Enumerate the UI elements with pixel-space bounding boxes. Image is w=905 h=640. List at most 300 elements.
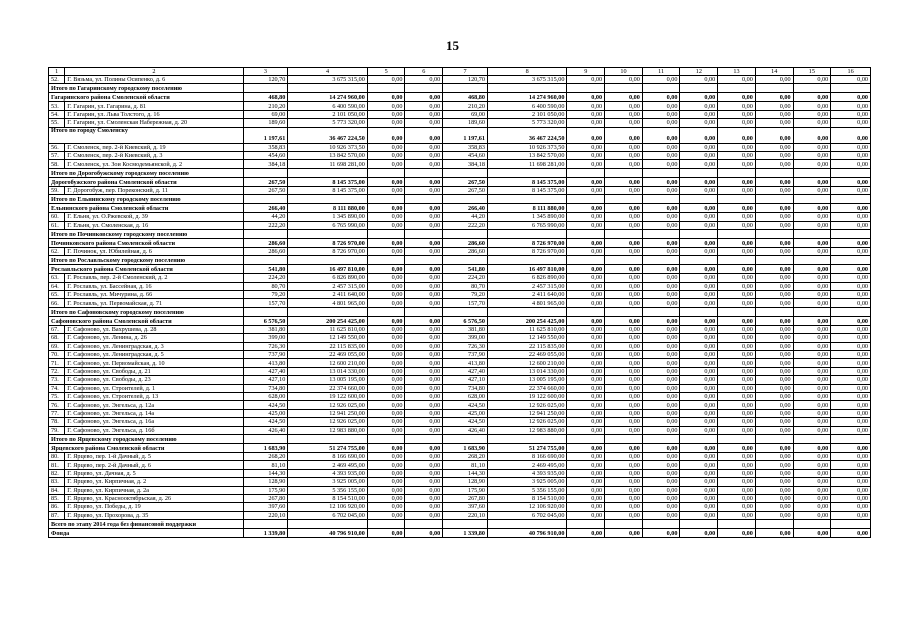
table-cell: 0,00: [793, 160, 831, 168]
table-cell: 2 101 050,00: [487, 110, 566, 118]
table-cell: 0,00: [367, 213, 405, 221]
table-cell: 0,00: [793, 299, 831, 307]
table-cell: [487, 229, 566, 238]
table-cell: 0,00: [605, 299, 643, 307]
table-cell: 72.: [49, 367, 65, 375]
table-cell: 0,00: [831, 282, 871, 290]
table-cell: 0,00: [567, 359, 605, 367]
table-cell: 0,00: [755, 160, 793, 168]
table-cell: 0,00: [755, 151, 793, 159]
table-cell: 0,00: [405, 93, 443, 102]
table-cell: [443, 168, 488, 177]
table-cell: 0,00: [567, 409, 605, 417]
table-cell: Г. Дорогобуж, пер. Пореконский, д. 11: [65, 186, 243, 194]
table-cell: [487, 307, 566, 316]
table-cell: 0,00: [567, 93, 605, 102]
table-row: [49, 469, 871, 477]
table-cell: 0,00: [605, 186, 643, 194]
table-cell: [718, 256, 756, 265]
table-cell: 0,00: [567, 127, 605, 143]
table-cell: 6 576,50: [443, 316, 488, 325]
table-cell: 40 796 910,00: [288, 529, 367, 538]
table-cell: Дорогобужского района Смоленской области: [49, 177, 244, 186]
table-cell: [567, 84, 605, 93]
table-cell: [755, 229, 793, 238]
table-cell: 0,00: [831, 384, 871, 392]
table-cell: 0,00: [718, 213, 756, 221]
table-cell: 0,00: [605, 351, 643, 359]
table-cell: 0,00: [755, 529, 793, 538]
table-cell: 70.: [49, 351, 65, 359]
table-cell: 0,00: [642, 299, 680, 307]
table-cell: 0,00: [793, 494, 831, 502]
table-cell: 175,90: [243, 486, 288, 494]
table-cell: 54.: [49, 110, 65, 118]
table-cell: 0,00: [567, 392, 605, 400]
table-cell: 0,00: [831, 291, 871, 299]
subtotal-row: [49, 177, 871, 186]
table-cell: 0,00: [831, 238, 871, 247]
table-cell: Г. Рославль, пер. 2-й Смоленский, д. 2: [65, 274, 243, 282]
table-row: [49, 359, 871, 367]
table-row: [49, 461, 871, 469]
subtotal-heading-row: [49, 256, 871, 265]
table-cell: [680, 168, 718, 177]
table-cell: Г. Рославль, ул. Первомайская, д. 71: [65, 299, 243, 307]
table-cell: 77.: [49, 409, 65, 417]
table-cell: 0,00: [718, 511, 756, 519]
table-cell: [288, 168, 367, 177]
table-cell: 0,00: [680, 342, 718, 350]
table-cell: 0,00: [755, 325, 793, 333]
table-cell: 0,00: [793, 409, 831, 417]
table-cell: 737,90: [243, 351, 288, 359]
table-cell: 0,00: [793, 511, 831, 519]
table-cell: [831, 256, 871, 265]
table-cell: Г. Сафоново, ул. Свободы, д. 23: [65, 376, 243, 384]
table-cell: Г. Ярцево, ул. Кирпичная, д. 2а: [65, 486, 243, 494]
table-cell: Фонда: [49, 529, 244, 538]
table-cell: 0,00: [793, 213, 831, 221]
table-cell: 1 339,80: [443, 529, 488, 538]
table-cell: 0,00: [680, 486, 718, 494]
table-cell: 0,00: [567, 238, 605, 247]
table-cell: 0,00: [642, 247, 680, 255]
table-cell: Починковского района Смоленской области: [49, 238, 244, 247]
table-cell: 60.: [49, 213, 65, 221]
table-cell: 222,20: [443, 221, 488, 229]
table-cell: [755, 256, 793, 265]
table-cell: 384,18: [443, 160, 488, 168]
table-cell: 0,00: [405, 143, 443, 151]
table-cell: 358,83: [443, 143, 488, 151]
table-cell: 12 600 210,00: [288, 359, 367, 367]
table-cell: [288, 256, 367, 265]
table-cell: 0,00: [405, 160, 443, 168]
table-cell: 0,00: [367, 160, 405, 168]
table-cell: 425,00: [243, 409, 288, 417]
table-cell: 0,00: [718, 469, 756, 477]
table-cell: 144,30: [443, 469, 488, 477]
table-cell: 220,10: [243, 511, 288, 519]
table-cell: 0,00: [567, 299, 605, 307]
table-cell: 0,00: [367, 177, 405, 186]
table-cell: 0,00: [567, 221, 605, 229]
table-cell: 413,80: [443, 359, 488, 367]
table-cell: Г. Смоленск, ул. Зои Космодемьянской, д. 2: [65, 160, 243, 168]
table-cell: 2 457 315,00: [487, 282, 566, 290]
table-cell: [605, 84, 643, 93]
table-cell: 7: [443, 68, 488, 76]
table-cell: 128,90: [243, 478, 288, 486]
table-cell: 427,10: [443, 376, 488, 384]
table-cell: 0,00: [718, 177, 756, 186]
table-cell: 0,00: [831, 452, 871, 460]
table-cell: 12 106 920,00: [487, 503, 566, 511]
table-cell: 0,00: [755, 342, 793, 350]
table-cell: [718, 195, 756, 204]
table-cell: [793, 256, 831, 265]
table-cell: 0,00: [831, 221, 871, 229]
table-cell: 0,00: [567, 486, 605, 494]
table-cell: [288, 195, 367, 204]
table-cell: 0,00: [367, 342, 405, 350]
table-cell: 0,00: [367, 316, 405, 325]
table-cell: 0,00: [605, 511, 643, 519]
table-cell: [831, 434, 871, 443]
table-cell: 0,00: [831, 511, 871, 519]
table-cell: Ярцевского района Смоленской области: [49, 443, 244, 452]
table-cell: 0,00: [605, 102, 643, 110]
table-cell: 0,00: [718, 143, 756, 151]
table-cell: 0,00: [831, 503, 871, 511]
table-cell: 210,20: [443, 102, 488, 110]
table-cell: 0,00: [831, 119, 871, 127]
subtotal-heading-row: [49, 434, 871, 443]
table-cell: 0,00: [718, 478, 756, 486]
table-cell: [793, 168, 831, 177]
table-cell: 0,00: [718, 127, 756, 143]
table-cell: [487, 434, 566, 443]
table-cell: 1 339,80: [243, 529, 288, 538]
table-cell: 0,00: [567, 291, 605, 299]
table-cell: Сафоновского района Смоленской области: [49, 316, 244, 325]
table-cell: 0,00: [367, 334, 405, 342]
table-cell: 0,00: [680, 443, 718, 452]
table-cell: [831, 520, 871, 529]
table-cell: 0,00: [642, 76, 680, 84]
table-cell: 6 400 590,00: [487, 102, 566, 110]
table-cell: 0,00: [718, 110, 756, 118]
table-cell: [680, 195, 718, 204]
table-cell: 0,00: [680, 511, 718, 519]
table-cell: 0,00: [605, 238, 643, 247]
table-cell: 0,00: [642, 452, 680, 460]
subtotal-row: [49, 127, 871, 143]
table-cell: 0,00: [642, 213, 680, 221]
table-cell: 11 625 810,00: [288, 325, 367, 333]
table-row: [49, 401, 871, 409]
table-cell: 14 274 960,00: [487, 93, 566, 102]
table-cell: 0,00: [831, 143, 871, 151]
table-cell: 0,00: [718, 351, 756, 359]
table-cell: 0,00: [405, 325, 443, 333]
table-cell: 0,00: [718, 443, 756, 452]
table-cell: 0,00: [405, 469, 443, 477]
table-cell: 13 014 330,00: [288, 367, 367, 375]
table-row: [49, 384, 871, 392]
table-cell: 0,00: [680, 282, 718, 290]
table-cell: 0,00: [831, 76, 871, 84]
table-cell: 8 145 375,00: [487, 186, 566, 194]
table-cell: [367, 307, 405, 316]
table-cell: 53.: [49, 102, 65, 110]
table-cell: 44,20: [443, 213, 488, 221]
table-cell: [605, 307, 643, 316]
table-cell: 61.: [49, 221, 65, 229]
table-cell: 4 393 935,00: [288, 469, 367, 477]
table-cell: 0,00: [405, 342, 443, 350]
table-cell: [367, 195, 405, 204]
table-cell: 12 926 025,00: [487, 401, 566, 409]
table-cell: 0,00: [367, 102, 405, 110]
table-cell: 424,50: [243, 401, 288, 409]
table-row: [49, 409, 871, 417]
table-cell: 0,00: [680, 93, 718, 102]
table-cell: 0,00: [718, 119, 756, 127]
table-cell: 4 801 965,00: [288, 299, 367, 307]
table-cell: 0,00: [405, 204, 443, 213]
table-cell: 80.: [49, 452, 65, 460]
table-cell: 0,00: [567, 334, 605, 342]
table-cell: 0,00: [831, 160, 871, 168]
table-cell: 0,00: [831, 265, 871, 274]
table-cell: 0,00: [642, 204, 680, 213]
table-cell: Г. Сафоново, ул. Вахрушева, д. 28: [65, 325, 243, 333]
table-cell: 14 274 960,00: [288, 93, 367, 102]
table-cell: 0,00: [405, 238, 443, 247]
table-cell: [755, 84, 793, 93]
table-cell: 0,00: [755, 511, 793, 519]
table-cell: 12 149 550,00: [487, 334, 566, 342]
table-cell: 200 254 425,00: [487, 316, 566, 325]
table-cell: 0,00: [642, 376, 680, 384]
table-cell: 0,00: [405, 494, 443, 502]
table-cell: 0,00: [793, 316, 831, 325]
table-cell: 0,00: [405, 334, 443, 342]
table-cell: 0,00: [793, 401, 831, 409]
table-cell: Итого по Починковскому городскому поселению: [49, 229, 244, 238]
table-cell: 0,00: [680, 478, 718, 486]
table-cell: 52.: [49, 76, 65, 84]
table-cell: 734,80: [443, 384, 488, 392]
table-cell: 222,20: [243, 221, 288, 229]
table-cell: Г. Смоленск, пер. 2-й Киевский, д. 3: [65, 151, 243, 159]
table-cell: 0,00: [605, 76, 643, 84]
table-cell: 0,00: [605, 93, 643, 102]
table-cell: Г. Сафоново, ул. Строителей, д. 13: [65, 392, 243, 400]
table-cell: 0,00: [755, 119, 793, 127]
table-cell: [405, 195, 443, 204]
table-row: [49, 151, 871, 159]
table-cell: 0,00: [642, 274, 680, 282]
table-cell: 14: [755, 68, 793, 76]
table-cell: 0,00: [567, 469, 605, 477]
table-cell: 0,00: [567, 494, 605, 502]
subtotal-row: [49, 93, 871, 102]
table-cell: 397,60: [443, 503, 488, 511]
table-cell: [288, 520, 367, 529]
table-cell: 0,00: [718, 299, 756, 307]
table-cell: 4 801 965,00: [487, 299, 566, 307]
table-cell: 0,00: [793, 76, 831, 84]
table-cell: 413,80: [243, 359, 288, 367]
table-cell: 80,70: [443, 282, 488, 290]
table-cell: 10: [605, 68, 643, 76]
table-cell: 0,00: [605, 274, 643, 282]
table-cell: 0,00: [718, 102, 756, 110]
table-cell: Итого по Ярцевскому городскому поселению: [49, 434, 244, 443]
table-cell: 0,00: [793, 282, 831, 290]
table-cell: 0,00: [755, 384, 793, 392]
table-cell: 0,00: [642, 401, 680, 409]
table-cell: 0,00: [605, 325, 643, 333]
table-cell: 0,00: [405, 392, 443, 400]
table-cell: 44,20: [243, 213, 288, 221]
table-row: [49, 274, 871, 282]
table-cell: [718, 307, 756, 316]
table-cell: [831, 84, 871, 93]
table-cell: 0,00: [755, 265, 793, 274]
table-cell: 0,00: [831, 213, 871, 221]
table-cell: 0,00: [755, 238, 793, 247]
table-cell: 0,00: [680, 392, 718, 400]
table-cell: [487, 520, 566, 529]
table-cell: 22 374 660,00: [487, 384, 566, 392]
subtotal-row: [49, 204, 871, 213]
table-cell: 0,00: [718, 452, 756, 460]
table-cell: [642, 434, 680, 443]
table-cell: 74.: [49, 384, 65, 392]
table-cell: [680, 84, 718, 93]
table-cell: 0,00: [718, 204, 756, 213]
table-cell: 0,00: [793, 93, 831, 102]
table-cell: 10 926 373,50: [487, 143, 566, 151]
table-cell: [605, 434, 643, 443]
table-cell: 0,00: [405, 486, 443, 494]
table-cell: 57.: [49, 151, 65, 159]
table-cell: 0,00: [793, 461, 831, 469]
table-cell: 628,00: [443, 392, 488, 400]
table-cell: 0,00: [367, 469, 405, 477]
table-cell: 0,00: [680, 503, 718, 511]
table-cell: 0,00: [642, 469, 680, 477]
table-cell: 0,00: [718, 384, 756, 392]
table-cell: 0,00: [793, 127, 831, 143]
table-row: [49, 143, 871, 151]
table-cell: 0,00: [567, 151, 605, 159]
table-cell: 0,00: [793, 351, 831, 359]
table-cell: Г. Сафоново, ул. Первомайская, д. 10: [65, 359, 243, 367]
table-cell: Итого по Ельнинскому городскому поселению: [49, 195, 244, 204]
table-cell: 2 469 495,00: [288, 461, 367, 469]
table-cell: 0,00: [755, 110, 793, 118]
table-cell: [642, 520, 680, 529]
table-cell: 0,00: [367, 247, 405, 255]
table-cell: 397,60: [243, 503, 288, 511]
table-cell: 68.: [49, 334, 65, 342]
table-cell: 22 469 055,00: [487, 351, 566, 359]
table-cell: 12: [680, 68, 718, 76]
table-cell: [831, 195, 871, 204]
table-cell: 5 773 320,00: [487, 119, 566, 127]
table-cell: 12 926 025,00: [288, 401, 367, 409]
table-cell: [567, 256, 605, 265]
table-cell: 0,00: [605, 384, 643, 392]
table-cell: 0,00: [793, 151, 831, 159]
table-cell: 0,00: [367, 392, 405, 400]
table-cell: 0,00: [567, 282, 605, 290]
table-cell: 0,00: [405, 265, 443, 274]
table-cell: 8 145 375,00: [288, 186, 367, 194]
table-cell: 0,00: [367, 529, 405, 538]
table-cell: 726,30: [443, 342, 488, 350]
table-cell: 0,00: [367, 443, 405, 452]
table-cell: [567, 168, 605, 177]
table-cell: 0,00: [605, 426, 643, 434]
table-cell: 0,00: [793, 418, 831, 426]
table-cell: 0,00: [680, 102, 718, 110]
table-cell: 0,00: [718, 151, 756, 159]
table-row: [49, 426, 871, 434]
table-cell: 36 467 224,50: [288, 127, 367, 143]
table-cell: [605, 168, 643, 177]
table-cell: 6: [405, 68, 443, 76]
table-cell: 0,00: [680, 469, 718, 477]
table-cell: 0,00: [405, 401, 443, 409]
table-cell: 0,00: [755, 291, 793, 299]
table-cell: 0,00: [405, 503, 443, 511]
table-cell: 0,00: [793, 392, 831, 400]
table-cell: [567, 195, 605, 204]
table-cell: [487, 256, 566, 265]
table-cell: 0,00: [642, 409, 680, 417]
table-cell: 0,00: [642, 221, 680, 229]
table-cell: 0,00: [642, 282, 680, 290]
table-cell: 8 145 375,00: [288, 177, 367, 186]
table-cell: 0,00: [405, 76, 443, 84]
table-cell: 0,00: [755, 367, 793, 375]
table-cell: 3 925 005,00: [487, 478, 566, 486]
table-cell: 0,00: [367, 426, 405, 434]
table-cell: [443, 229, 488, 238]
table-cell: 0,00: [605, 478, 643, 486]
table-cell: Г. Ельня, ул. Смоленская, д. 16: [65, 221, 243, 229]
table-cell: Г. Сафоново, ул. Энгельса, д. 16б: [65, 426, 243, 434]
table-cell: Ельнинского района Смоленской области: [49, 204, 244, 213]
table-cell: 0,00: [793, 325, 831, 333]
table-cell: 0,00: [718, 238, 756, 247]
table-cell: 0,00: [642, 443, 680, 452]
table-cell: [367, 229, 405, 238]
table-cell: 0,00: [793, 291, 831, 299]
table-cell: 737,90: [443, 351, 488, 359]
table-cell: 0,00: [793, 359, 831, 367]
table-cell: 0,00: [605, 469, 643, 477]
table-cell: 0,00: [831, 342, 871, 350]
table-cell: Г. Рославль, ул. Мичурина, д. 66: [65, 291, 243, 299]
table-cell: 0,00: [367, 265, 405, 274]
